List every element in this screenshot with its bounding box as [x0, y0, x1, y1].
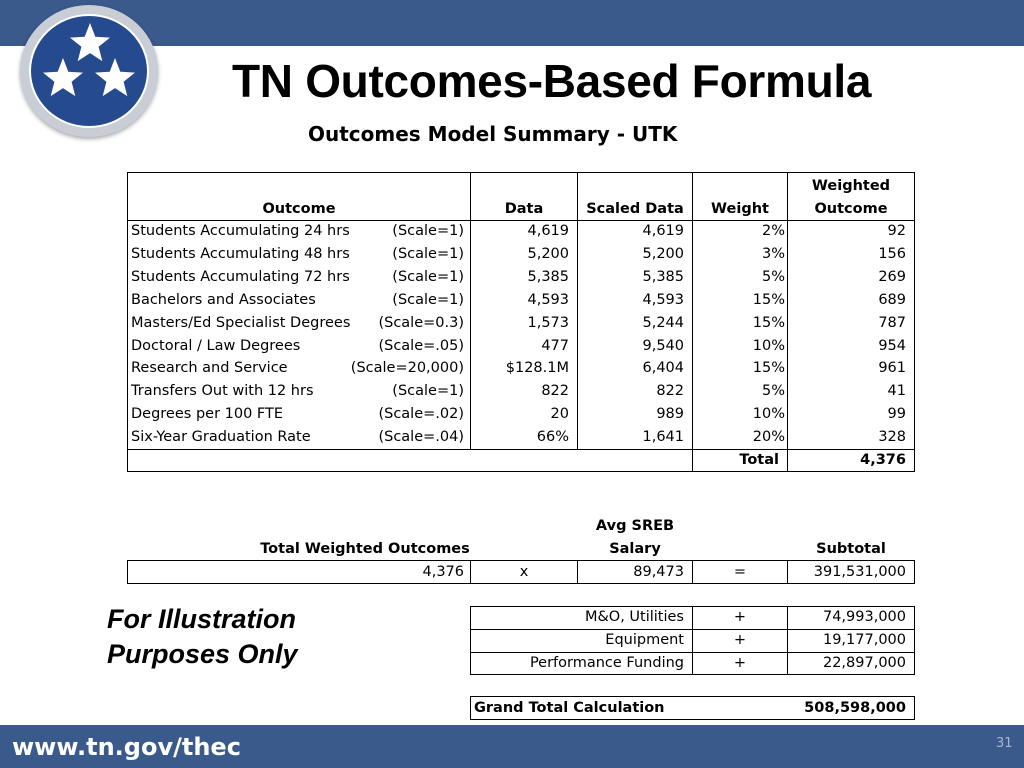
row-weighted-outcome: 92 — [887, 223, 906, 239]
row-outcome-label: Students Accumulating 72 hrs — [131, 268, 350, 285]
page-subtitle: Outcomes Model Summary - UTK — [308, 122, 678, 146]
row-scaled-data: 9,540 — [642, 337, 684, 354]
addon-label: Performance Funding — [529, 655, 684, 671]
row-outcome-label: Doctoral / Law Degrees — [131, 337, 301, 354]
row-weight: 5% — [761, 383, 785, 400]
row-outcome-label: Degrees per 100 FTE — [131, 406, 284, 423]
row-outcome-label: Transfers Out with 12 hrs — [131, 383, 314, 400]
grand-total-value: 508,598,000 — [804, 700, 906, 716]
row-scale: (Scale=.02) — [378, 406, 464, 423]
total-value: 4,376 — [860, 452, 906, 468]
addon-value: 74,993,000 — [822, 609, 906, 625]
row-weighted-outcome: 787 — [878, 314, 906, 331]
row-weight: 10% — [752, 337, 785, 354]
row-scale: (Scale=1) — [392, 291, 464, 308]
row-scaled-data: 5,244 — [642, 314, 684, 331]
row-weight: 10% — [752, 406, 785, 423]
addon-operator: + — [733, 655, 747, 671]
twc-header: Total Weighted Outcomes — [260, 541, 470, 557]
addon-operator: + — [733, 632, 747, 648]
footer-url: www.tn.gov/thec — [12, 733, 241, 761]
row-scaled-data: 822 — [656, 383, 684, 400]
addon-operator: + — [733, 609, 747, 625]
row-outcome-label: Six-Year Graduation Rate — [131, 429, 311, 446]
col-header-weight: Weight — [711, 201, 769, 217]
row-scaled-data: 1,641 — [642, 429, 684, 446]
row-weight: 15% — [752, 360, 785, 377]
row-weighted-outcome: 961 — [878, 360, 906, 377]
col-header-outcome: Outcome — [262, 201, 336, 217]
grand-total-label: Grand Total Calculation — [474, 700, 665, 716]
row-data: 5,200 — [527, 245, 569, 262]
row-data: 822 — [541, 383, 569, 400]
row-outcome-label: Students Accumulating 24 hrs — [131, 223, 350, 239]
col-header-data: Data — [504, 201, 544, 217]
page-number: 31 — [996, 736, 1013, 751]
row-weight: 15% — [752, 291, 785, 308]
row-weight: 3% — [761, 245, 785, 262]
row-data: 20 — [550, 406, 569, 423]
header-band — [0, 0, 1024, 46]
illustration-note-line2: Purposes Only — [107, 639, 298, 669]
row-weighted-outcome: 41 — [887, 383, 906, 400]
row-weighted-outcome: 689 — [878, 291, 906, 308]
illustration-note-line1: For Illustration — [107, 604, 296, 634]
row-scaled-data: 5,385 — [642, 268, 684, 285]
row-weight: 5% — [761, 268, 785, 285]
tennessee-tri-star-icon — [20, 5, 158, 137]
row-scaled-data: 4,619 — [642, 223, 684, 239]
row-scale: (Scale=1) — [392, 223, 464, 239]
row-scale: (Scale=.04) — [378, 429, 464, 446]
row-scaled-data: 4,593 — [642, 291, 684, 308]
row-data: 66% — [536, 429, 569, 446]
row-scale: (Scale=1) — [392, 268, 464, 285]
row-data: 4,619 — [527, 223, 569, 239]
row-scaled-data: 5,200 — [642, 245, 684, 262]
row-weighted-outcome: 328 — [878, 429, 906, 446]
row-weighted-outcome: 954 — [878, 337, 906, 354]
addon-value: 22,897,000 — [822, 655, 906, 671]
times-operator: x — [519, 564, 529, 580]
twc-value: 4,376 — [422, 564, 464, 580]
row-weighted-outcome: 156 — [878, 245, 906, 262]
row-scale: (Scale=20,000) — [350, 360, 464, 377]
row-scale: (Scale=1) — [392, 245, 464, 262]
col-header-weighted-outcome: Outcome — [814, 201, 888, 217]
addon-label: M&O, Utilities — [584, 609, 684, 625]
row-weighted-outcome: 99 — [887, 406, 906, 423]
subtotal-header: Subtotal — [816, 541, 886, 557]
row-scale: (Scale=0.3) — [378, 314, 464, 331]
row-weight: 2% — [761, 223, 785, 239]
page-title: TN Outcomes-Based Formula — [232, 55, 872, 107]
row-data: 477 — [541, 337, 569, 354]
row-weight: 20% — [752, 429, 785, 446]
salary-value: 89,473 — [633, 564, 684, 580]
row-scale: (Scale=.05) — [378, 337, 464, 354]
row-outcome-label: Students Accumulating 48 hrs — [131, 245, 350, 262]
salary-header: Salary — [609, 541, 661, 557]
row-outcome-label: Research and Service — [131, 360, 288, 377]
row-weight: 15% — [752, 314, 785, 331]
total-label: Total — [739, 452, 779, 468]
addon-value: 19,177,000 — [822, 632, 906, 648]
row-data: $128.1M — [505, 360, 569, 377]
col-header-scaled-data: Scaled Data — [586, 201, 684, 217]
col-header-weighted: Weighted — [811, 178, 891, 194]
row-data: 1,573 — [527, 314, 569, 331]
row-outcome-label: Bachelors and Associates — [131, 291, 316, 308]
row-data: 4,593 — [527, 291, 569, 308]
row-data: 5,385 — [527, 268, 569, 285]
row-outcome-label: Masters/Ed Specialist Degrees — [131, 314, 351, 331]
addon-label: Equipment — [605, 632, 684, 648]
subtotal-value: 391,531,000 — [813, 564, 906, 580]
row-scaled-data: 989 — [656, 406, 684, 423]
equals-operator: = — [733, 564, 747, 580]
row-scale: (Scale=1) — [392, 383, 464, 400]
row-weighted-outcome: 269 — [878, 268, 906, 285]
avg-sreb-header: Avg SREB — [595, 518, 675, 534]
row-scaled-data: 6,404 — [642, 360, 684, 377]
